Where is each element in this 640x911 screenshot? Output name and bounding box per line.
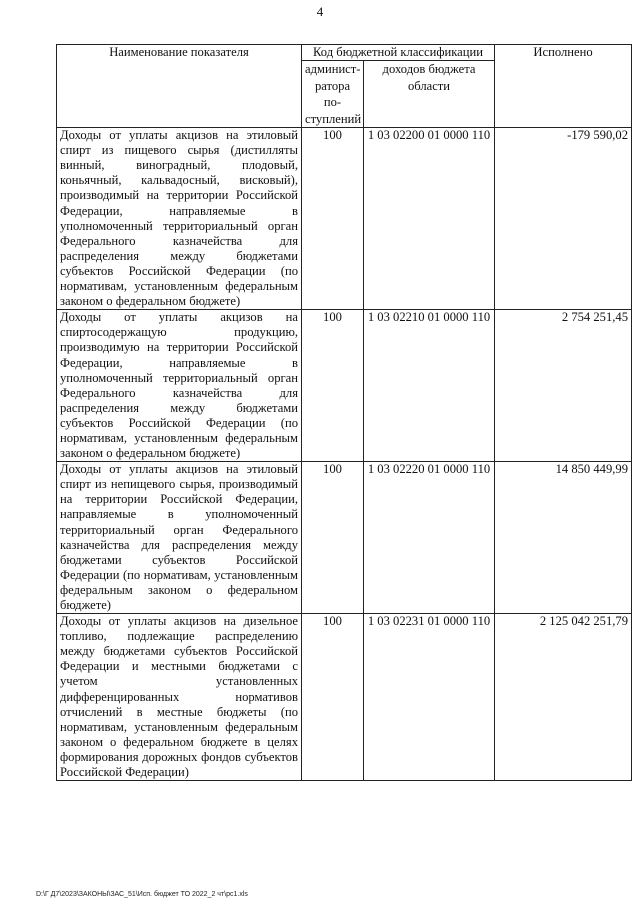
budget-execution-table: [56, 44, 632, 781]
row-executed-value: -179 590,02: [495, 128, 632, 310]
table-header-row: [57, 45, 632, 61]
header-indicator-name: Наименование показателя: [57, 45, 302, 128]
row-admin-code: 100: [302, 310, 364, 462]
page-number: 4: [316, 4, 324, 19]
row-admin-code: 100: [302, 462, 364, 614]
row-admin-code: 100: [302, 614, 364, 781]
table-row: [57, 614, 632, 781]
row-name: Доходы от уплаты акцизов на этиловый спирт из пищевого сырья (дистилляты винный, виноградный, плодовый, коньячный, кальвадосный, висковый), производимый на территории Российской Федерации, направляемые в уполномоченный территориальный орган Федерального казначейства для распределения между бюджетами субъектов Российской Федерации (по нормативам, установленным федеральным законом о федеральном бюджете): [57, 128, 302, 310]
row-name: Доходы от уплаты акцизов на дизельное топливо, подлежащие распределению между бюджетами субъектов Российской Федерации и местными бюджетами с учетом установленных дифференцированных нормативов отчислений в местные бюджеты (по нормативам, установленным федеральным законом о федеральном бюджете в целях формирования дорожных фондов субъектов Российской Федерации): [57, 614, 302, 781]
table-row: [57, 462, 632, 614]
row-name: Доходы от уплаты акцизов на спиртосодержащую продукцию, производимую на территории Российской Федерации, направляемые в уполномоченный территориальный орган Федерального казначейства для распределения между бюджетами субъектов Российской Федерации (по нормативам, установленным федеральным законом о федеральном бюджете): [57, 310, 302, 462]
table-row: [57, 310, 632, 462]
row-income-code: 1 03 02200 01 0000 110: [364, 128, 495, 310]
header-executed: Исполнено: [495, 45, 632, 128]
header-administrator: админист-ратора по-ступлений: [302, 61, 364, 128]
row-executed-value: 2 754 251,45: [495, 310, 632, 462]
row-income-code: 1 03 02231 01 0000 110: [364, 614, 495, 781]
row-name: Доходы от уплаты акцизов на этиловый спирт из непищевого сырья, производимый на территории Российской Федерации, направляемые в уполномоченный территориальный орган Федерального казначейства для распределения между бюджетами субъектов Российской Федерации (по нормативам, установленным федеральным законом о федеральном бюджете): [57, 462, 302, 614]
header-classification-code: Код бюджетной классификации: [302, 45, 495, 61]
table-row: [57, 128, 632, 310]
footer-file-path: D:\Г Д7\2023\ЗАКОНЫ\ЗАС_51\Исп. бюджет ТО 2022_2 чт\рс1.xls: [36, 891, 248, 898]
row-executed-value: 14 850 449,99: [495, 462, 632, 614]
row-admin-code: 100: [302, 128, 364, 310]
row-executed-value: 2 125 042 251,79: [495, 614, 632, 781]
header-income-code: доходов бюджета области: [364, 61, 495, 128]
row-income-code: 1 03 02220 01 0000 110: [364, 462, 495, 614]
row-income-code: 1 03 02210 01 0000 110: [364, 310, 495, 462]
